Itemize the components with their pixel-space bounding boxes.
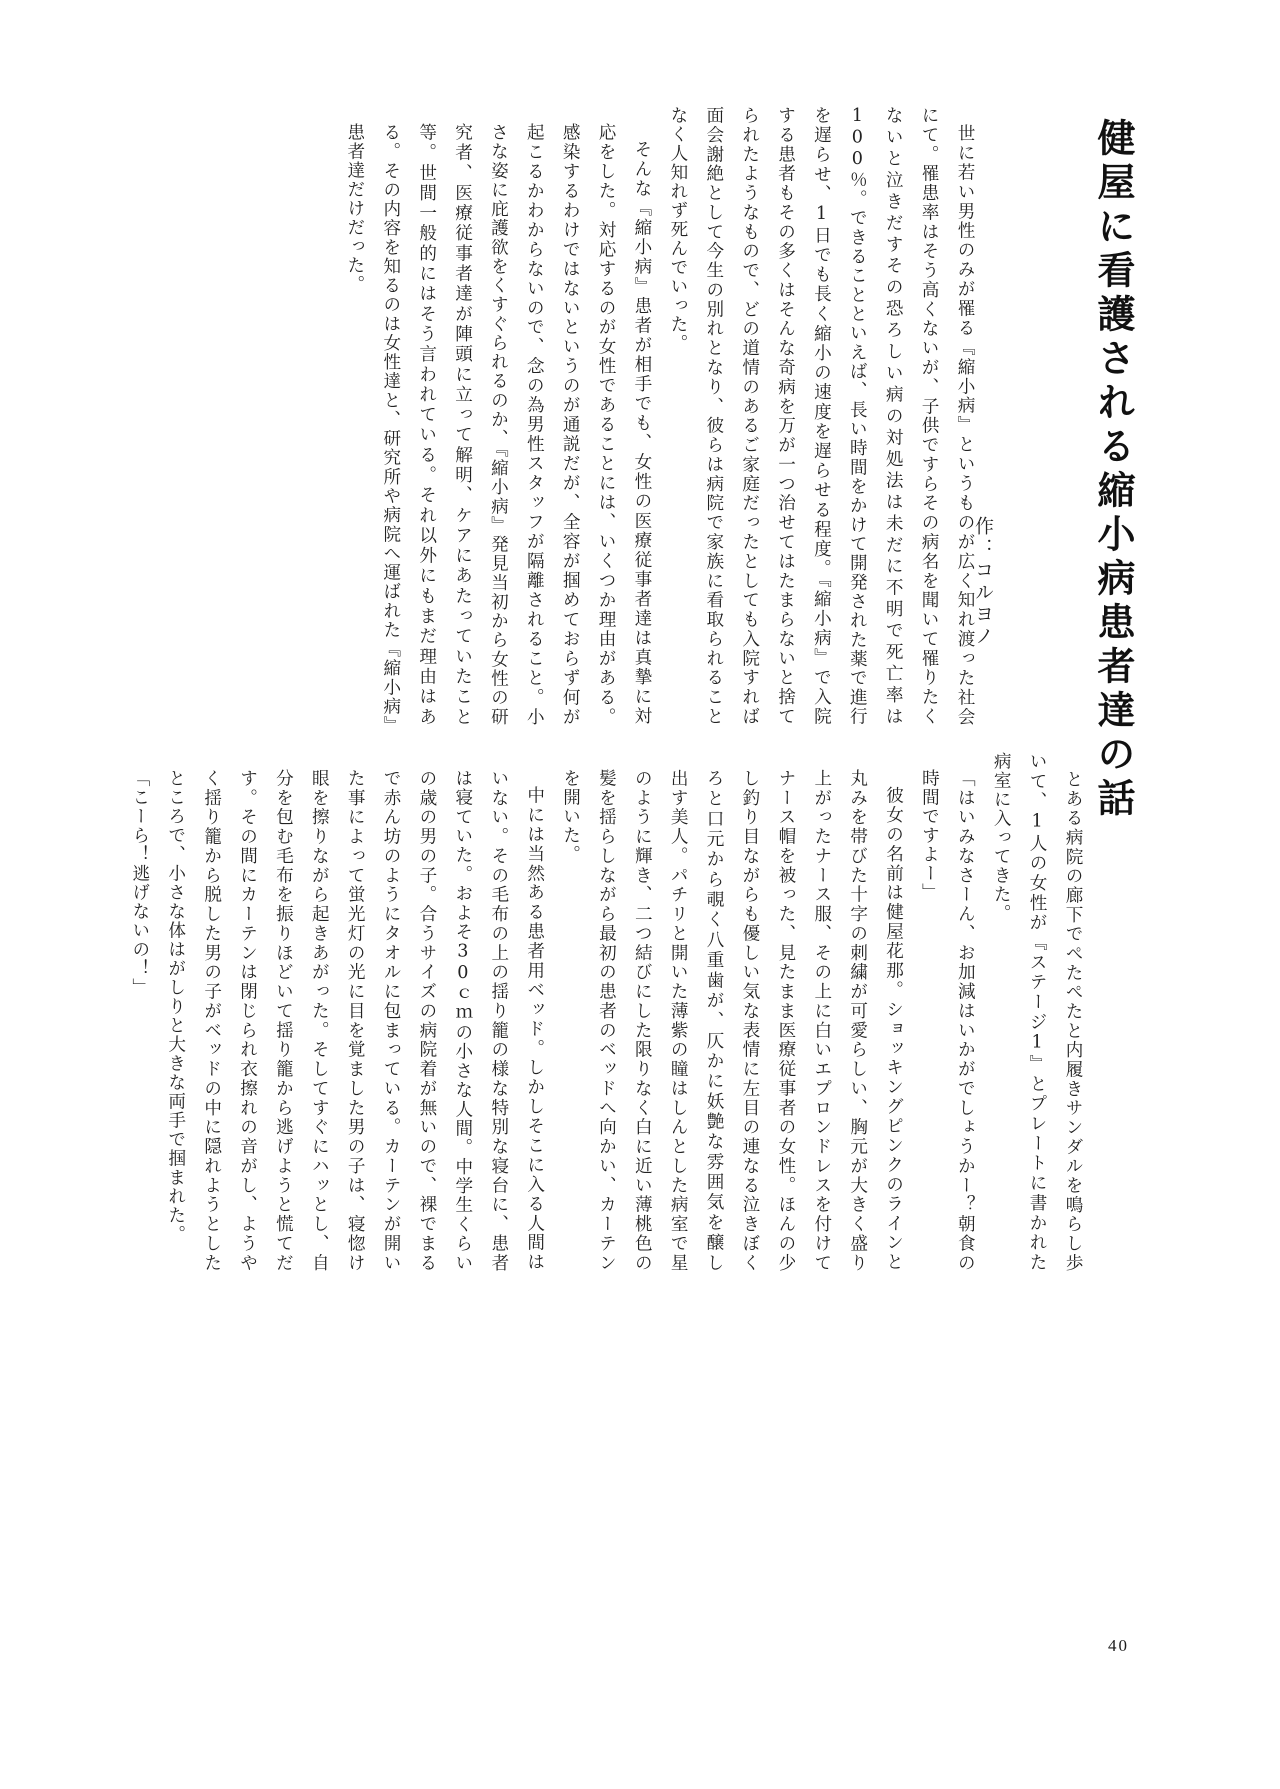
title-block — [972, 118, 1136, 822]
paragraph: 中には当然ある患者用ベッド。しかしそこに入る人間はいない。その毛布の上の揺り籠の様な特別な寝台に、患者は寝ていた。およそ30ｃｍの小さな人間。中学生くらいの歳の男の子。合うサイズの病院着が無いので、裸でまるで赤ん坊のようにタオルに包まっている。カーテンが開いた事によって蛍光灯の光に目を覚ました男の子は、寝惚け眼を擦りながら起きあがった。そしてすぐにハッとし、自分を包む毛布を振りほどいて揺り籠から逃げようと慌てだす。その間にカーテンは閉じられ衣擦れの音がし、ようやく揺り籠から脱した男の子がベッドの中に隠れようとしたところで、小さな体はがしりと大きな両手で掴まれた。 — [165, 768, 545, 1272]
paragraph: そんな『縮小病』患者が相手でも、女性の医療従事者達は真摯に対応をした。対応するのが女性であることには、いくつか理由がある。感染するわけではないというのが通説だが、全容が掴めておらず何が起こるかわからないので、念の為男性スタッフが隔離されること。小さな姿に庇護欲をくすぐられるのか、『縮小病』発見当初から女性の研究者、医療従事者達が陣頭に立って解明、ケアにあたっていたこと等。世間一般的にはそう言われている。それ以外にもまだ理由はある。その内容を知るのは女性達と、研究所や病院へ運ばれた『縮小病』患者達だけだった。 — [344, 122, 652, 726]
author-credit: 作：コルヨノ — [972, 516, 993, 648]
page-number: 40 — [1108, 1636, 1129, 1655]
body-section-one — [344, 106, 982, 726]
paragraph: 世に若い男性のみが罹る『縮小病』というものが広く知れ渡った社会にて。罹患率はそう高くないが、子供ですらその病名を聞いて罹りたくないと泣きだすその恐ろしい病の対処法は未だに不明で死亡率は100％。できることといえば、長い時間をかけて開発された薬で進行を遅らせ、1日でも長く縮小の速度を遅らせる程度。『縮小病』で入院する患者もその多くはそんな奇病を万が一つ治せてはたまらないと捨てられたようなもので、どの道情のあるご家庭だったとしても入院すれば面会謝絶として今生の別れとなり、彼らは病院で家族に看取られることなく人知れず死んでいった。 — [667, 106, 975, 726]
page-title: 健屋に看護される縮小病患者達の話 — [1091, 118, 1136, 822]
paragraph: とある病院の廊下でぺたぺたと内履きサンダルを鳴らし歩いて、1人の女性が『ステージ1』とプレートに書かれた 病室に入ってきた。 — [991, 752, 1083, 1272]
body-section-two — [129, 752, 1090, 1272]
dialogue-line: 「はいみなさーん、お加減はいかがでしょうかー？朝食の時間ですよー」 — [919, 768, 976, 1272]
dialogue-line: 「こーら！逃げないの！」 — [129, 768, 150, 997]
paragraph: 彼女の名前は健屋花那。ショッキングピンクのラインと丸みを帯びた十字の刺繍が可愛らしい、胸元が大きく盛り上がったナース服、その上に白いエプロンドレスを付けてナース帽を被った、見たまま医療従事者の女性。ほんの少し釣り目ながらも優しい気な表情に左目の連なる泣きぼくろと口元から覗く八重歯が、仄かに妖艶な雰囲気を醸し 出す美人。パチリと開いた薄紫の瞳はしんとした病室で星のように輝き、二つ結びにした限りなく白に近い薄桃色の髪を揺らしながら最初の患者のベッドへ向かい、カーテンを開いた。 — [560, 768, 904, 1272]
